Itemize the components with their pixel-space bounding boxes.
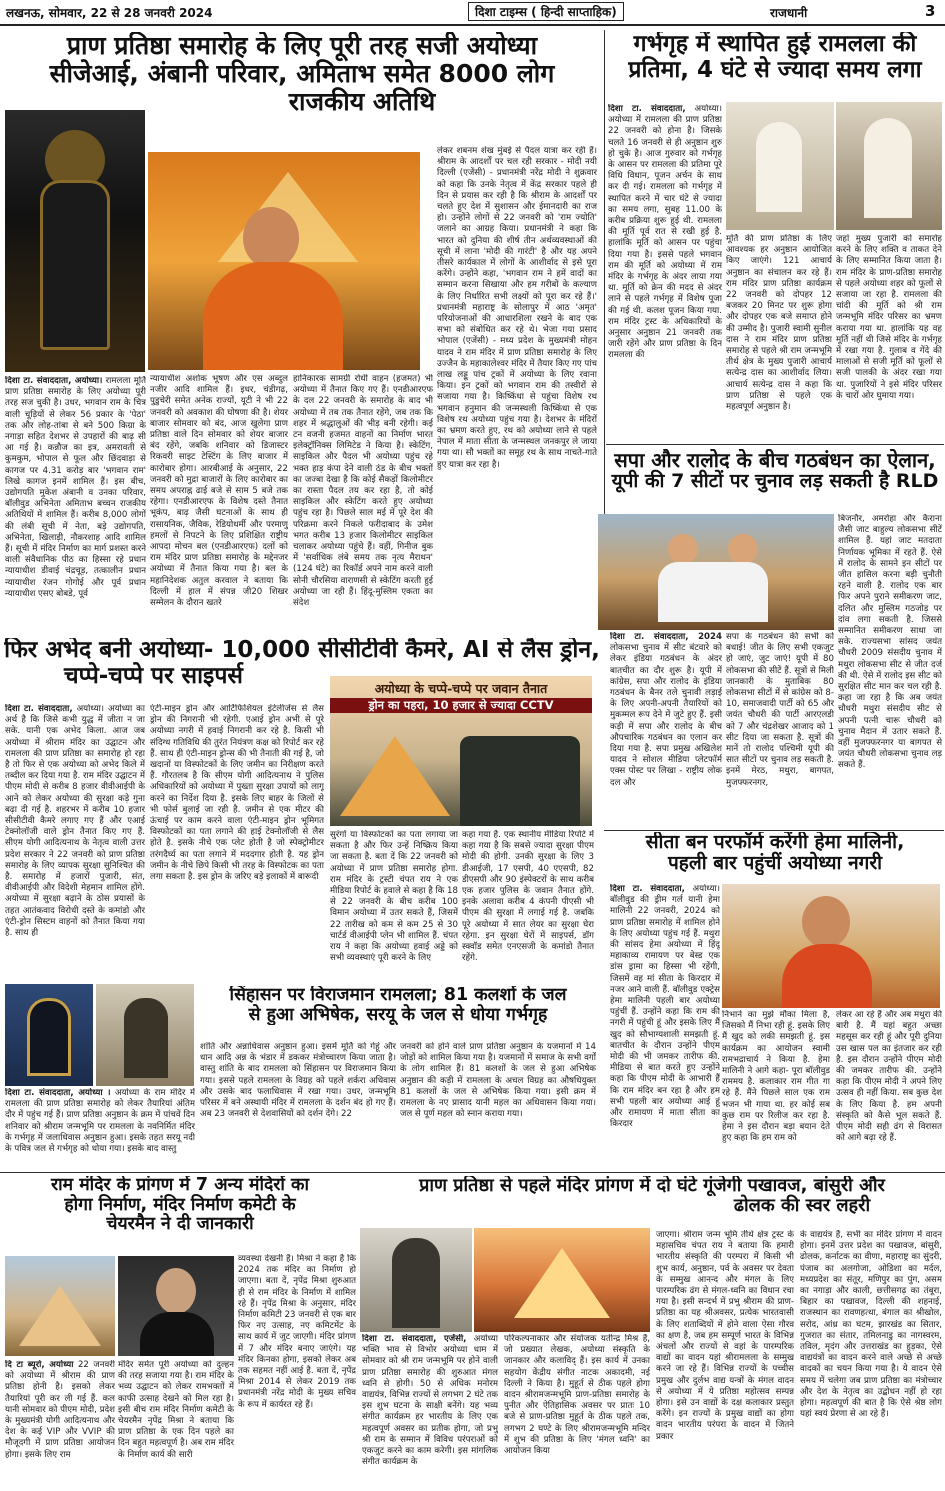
- story3-col3: बिजनौर, अमरोहा और कैराना जैसी जाट बाहुल्य लोकसभा सीटें शामिल हैं. यहां जाट मतदाता निर्णायक भूमिका में रहते हैं. ऐसे में रालोद के सामने इन सीटों पर जीत हासिल करना बड़ी चुनौती रहने वाली है. रालोद एक बार फिर अपने पुराने समीकरण जाट, दलित और मुस्लिम गठजोड़ पर दांव लगा सकती है. जिससे सम्मानित समीकरण साधा जा सके. राज्यसभा सांसद जयंत चौधरी 2009 संसदीय चुनाव में मथुरा लोकसभा सीट से जीत दर्ज की थी. ऐसे में रालोद इस सीट को सुरक्षित सीट मान कर चल रही है. कहा जा रहा है कि अब जयंत चौधरी मथुरा संसदीय सीट से अपनी पत्नी चारू चौधरी को चुनाव मैदान में उतार सकते हैं. वहीं मुजफ्फरनगर या बागपत से जयंत चौधरी लोकसभा चुनाव लड़ सकते हैं.: [838, 514, 942, 771]
- garbhagriha-photo-2: [836, 102, 942, 230]
- story7-col3: व्यवस्था देखनी है। मिश्रा ने कहा है कि 2024 तक मंदिर का निर्माण हो जाएगा। बता दें, नृपेंद्र मिश्रा शुरुआत ही से राम मंदिर के निर्माण में शामिल रहे हैं। नृपेंद्र मिश्रा के अनुसार, मंदिर निर्माण कमिटी 23 जनवरी से एक बार फिर नए उत्साह, नए कमिटमेंट के साथ कार्य में जुट जाएगी। मंदिर प्रांगण में 7 और मंदिर बनाए जाएंगे। यह मंदिर किनका होगा, इसको लेकर अब तक सहमत नहीं आई है. बता दें, नृपेंद्र मिश्रा 2014 से लेकर 2019 तक प्रधानमंत्री नरेंद्र मोदी के मुख्य सचिव के रूप में कार्यरत रहे हैं।: [238, 1254, 356, 1410]
- story4-col2: एंटी-माइन ड्रोन और आर्टिफिशियल इंटेलीजेंस से लैस ड्रोन की निगरानी भी रहेगी. एआई ड्रोन अभी से पूरे अयोध्या नगरी में हवाई निगरानी कर रहे है. किसी भी संदिग्ध गतिविधि की तुरंत नियंत्रण कक्ष को रिपोर्ट कर रहे हैं. साथ ही एंटी-माइन ड्रोन्स की भी तैनाती की गई है, जो खदानों या विस्फोटकों के लिए जमीन का निरीक्षण करते हैं. गौरतलब है कि सीएम योगी आदित्यनाथ ने पुलिस अधिकारियों को अयोध्या में पुख्ता सुरक्षा उपायों को लागू करने का निर्देश दिया है. इसके लिए बाहर के जिलों से भी फोर्स बुलाई जा रही है. जमीन से एक मीटर की ऊंचाई पर काम करने वाला एंटी-माइन ड्रोन भूमिगत विस्फोटकों का पता लगाने की हाई टेक्नोलॉजी से लैस होते है. इसके नीचे एक प्लेट होती है जो स्पेक्ट्रोमीटर तरंगदैर्घ्य का पता लगाने में मददगार होती है. यह ड्रोन जमीन के नीचे छिपे किसी भी तरह के विस्फोटक का पता लगा सकता है. इस ड्रोन के जरिए बड़े इलाकों में बारूदी: [150, 704, 324, 883]
- story2-col2: मूर्ति की प्राण प्रतिष्ठा के लिए आवश्यक हर अनुष्ठान आयोजित किए जाएंगे। 121 आचार्य अनुष्ठान का संचालन कर रहे हैं। राम मंदिर प्राण प्रतिष्ठा कार्यक्रम 22 जनवरी को दोपहर 12 बजकर 20 मिनट पर शुरू होगा और दोपहर एक बजे समाप्त होने की उम्मीद है। पुजारी स्वामी सुनील दास ने राम मंदिर प्राण प्रतिष्ठा समारोह से पहले श्री राम जन्मभूमि तीर्थ क्षेत्र के मुख्य पुजारी आचार्य सत्येन्द्र दास का आशीर्वाद लिया। आचार्य सत्येन्द्र दास ने कहा कि प्राण प्रतिष्ठा से पहले एक महत्वपूर्ण अनुष्ठान है।: [726, 234, 832, 413]
- story8-headline: [362, 1176, 942, 1216]
- story8-headline-line2: ढोलक की स्वर लहरी: [733, 1195, 871, 1217]
- story2-col3: जहां मुख्य पुजारी को समारोह करने के लिए शक्ति व ताकत देने के लिए सम्मानित किया जाता है। राम मंदिर के प्राण-प्रतिष्ठा समारोह से पहले अयोध्या शहर को फूलों से सजाया जा रहा है. रामलला की चांदी की मूर्ति को श्री राम जन्मभूमि मंदिर परिसर का भ्रमण कराया गया था. हालांकि यह वह मूर्ति नहीं थी जिसे मंदिर के गर्भगृह में रखा गया है. गुलाब व गेंदे की मालाओं से सजी मूर्ति को फूलों से सजी पालकी के अंदर रखा गया था. पुजारियों ने इसे मंदिर परिसर के चारों ओर घुमाया गया।: [836, 234, 942, 401]
- sp-rld-rally-photo: [598, 514, 834, 630]
- cm-yogi-temple-photo: [148, 152, 420, 370]
- story8-byline: दिशा टा. संवाददाता, एजेंसी,: [362, 1334, 467, 1344]
- nripendra-mishra-photo: [118, 1256, 234, 1356]
- story3-byline: दिशा टा. संवाददाता, 2024: [610, 632, 722, 642]
- story1-headline: [4, 32, 600, 116]
- masthead-paper-name: दिशा टाइम्स ( हिन्दी साप्ताहिक): [468, 2, 624, 21]
- ram-idol-photo: [360, 1228, 472, 1332]
- story6-col2: शांति और अन्नाधिवास अनुष्ठान हुआ। इसमें मूर्ति को गेहूं और धान आदि अन्न के भंडार में डककर मंत्रोच्चारण किया जाता है। वास्तु शांति के बाद रामलला को सिंहासन पर विराजमान किया गया। इससे पहले रामलला के विग्रह को पहले शर्करा अधिवास और उसके बाद फलाधिवास में रखा गया। उधर, जन्मभूमि परिसर में बने अस्थायी मंदिर में रामलला के दर्शन बंद हो गए हैं। अब 23 जनवरी से देशवासियों को दर्शन देंगे। 22: [200, 1042, 396, 1120]
- story2-headline-line2: प्रतिमा, 4 घंटे से ज्यादा समय लगा: [628, 56, 922, 83]
- story7-col1: [5, 1360, 115, 1490]
- story2-col1-text: अयोध्या। अयोध्या में रामलला की प्राण प्रतिष्ठा 22 जनवरी को होना है। जिसके चलते 16 जनवरी से ही अनुष्ठान शुरु हो चुके है। आज गुरुवार को गर्भगृह के आसन पर रामलला की प्रतिमा पूरे विधि विधान, पूजन अर्चन के साथ कर दी गई। रामलला को गर्भगृह में स्थापित करने में चार घंटे से ज्यादा का समय लगा, सुबह 11.00 के करीब प्रक्रिया शुरू हुई थी. रामलला की मूर्ति पूर्व रात से रखी हुई है. हालांकि मूर्ति को आसन पर पहुंचा दिया गया है। इससे पहले भगवान राम की मूर्ति को अयोध्या में राम मंदिर के गर्भगृह के अंदर लाया गया था. मूर्ति को क्रेन की मदद से अंदर लाने से पहले गर्भगृह में विशेष पूजा की गई थी. कलश पूजन किया गया. राम मंदिर ट्रस्ट के अधिकारियों के अनुसार अनुष्ठान 21 जनवरी तक जारी रहेंगे और प्राण प्रतिष्ठा के दिन रामलला की: [608, 104, 722, 361]
- story6-byline: दिशा टा. संवाददाता, अयोध्या ।: [5, 1088, 111, 1098]
- story5-headline: [608, 832, 942, 875]
- story1-col1-text: रामलला मूर्ति प्राण प्रतिष्ठा समारोह के लिए अयोध्या पूरी तरह सज चुकी है। उधर, भगवान राम के चित्र वाली चूड़ियों से लेकर 56 प्रकार के 'पेठा' तक और लोह-तांबा से बने 500 किग्रा के नगाड़ा सहित देशभर से उपहारों की बाढ़ सी आ गई है। कन्नौज का इत्र, अमरावती से कुमकुम, भोपाल से फूल और छिंदवाड़ा से कागज पर 4.31 करोड़ बार 'भगवान राम' लिखे कागज इनमें शामिल हैं। इस बीच, उद्योगपति मुकेश अंबानी व उनका परिवार, बॉलीवुड अभिनेता अमिताभ बच्चन राजकीय अतिथियों में शामिल हैं। करीब 8,000 लोगों की लंबी सूची में नेता, बड़े उद्योगपति, अभिनेता, खिलाड़ी, नौकरशाह आदि शामिल हैं। सूची में मंदिर निर्माण का मार्ग प्रशस्त करने वाली संवैधानिक पीठ का हिस्सा रहे प्रधान न्यायाधीश डीवाई चंद्रचूड़, तत्कालीन प्रधान न्यायाधीश रंजन गोगोई और पूर्व प्रधान न्यायाधीश एसए बोबडे, पूर्व: [5, 376, 146, 599]
- story6-headline: [196, 986, 600, 1025]
- story7-byline: दि टा ब्यूरो, अयोध्या: [5, 1360, 74, 1370]
- story7-headline-line1: राम मंदिर के प्रांगण में 7 अन्य मंदिरों का: [50, 1176, 310, 1195]
- security-graphic-line2: ड्रोन का पहरा, 10 हजार से ज्यादा CCTV: [330, 698, 592, 713]
- story8-col2: परिकल्पनाकार और संयोजक यतीन्द्र मिश्र हैं, जो प्रख्यात लेखक, अयोध्या संस्कृति के जानकार और कलाविद् हैं। इस कार्य में उनका सहयोग केंद्रीय संगीत नाटक अकादमी, नई दिल्ली ने किया है। मुहूर्त से ठीक पहले होगा वादन श्रीरामजन्मभूमि प्राण-प्रतिष्ठा समारोह के पुनीत और ऐतिहासिक अवसर पर प्रातः 10 बजे से प्राण-प्रतिष्ठा मुहूर्त के ठीक पहले तक, लगभग 2 घण्टे के लिए श्रीरामजन्मभूमि मन्दिर में शुभ की प्रतिष्ठा के लिए 'मंगल ध्वनि' का आयोजन किया: [504, 1334, 650, 1457]
- story3-col1-text: लोकसभा चुनाव में सीट बंटवारे को लेकर इंडिया गठबंधन के अंदर बातचीत का दौर शुरू है। यूपी में कांग्रेस, सपा और रालोद के इंडिया गठबंधन के बैनर तले चुनावी लड़ाई के लिए अपनी-अपनी तैयारियों को मुकम्मल रूप देने में जुटे हुए हैं. इसी कड़ी में सपा और रालोद के बीच औपचारिक गठबंधन का एलान कर दिया गया है. सपा प्रमुख अखिलेश यादव ने सोशल मीडिया प्लेटफॉर्म एक्स पोस्ट पर लिखा - राष्ट्रीय लोक दल और: [610, 643, 722, 788]
- story3-headline-line1: सपा और रालोद के बीच गठबंधन का ऐलान,: [614, 449, 936, 472]
- story5-col1-text: अयोध्या। बॉलीवुड की ड्रीम गर्ल यानी हेमा मालिनी 22 जनवरी, 2024 को प्राण प्रतिष्ठा समारोह में शामिल होने के लिए अयोध्या पहुंच गई हैं. मथुरा की सांसद हेमा अयोध्या में हिंदू महाकाव्य रामायण पर बेस्ड एक डांस ड्रामा का हिस्सा भी रहेंगी, जिसमें वह मां सीता के किरदार में नजर आने वाली हैं. बॉलीवुड एक्ट्रेस हेमा मालिनी पहली बार अयोध्या पहुंचीं हैं. उन्होंने कहा कि राम की नगरी में पहुंची हूं और इसके लिए मैं खुद को सौभाग्यशाली समझती हूं. बातचीत के दौरान उन्होंने पीएम मोदी की भी जमकर तारीफ की. मीडिया से बात करते हुए उन्होंने कहा कि पीएम मोदी के आभारी हैं कि राम मंदिर बन रहा है और हम सभी पहली बार अयोध्या आई हूं और रामायण में माता सीता का किरदार: [610, 884, 720, 1130]
- ramlala-idol-photo-small-2: [96, 984, 194, 1086]
- story3-headline-line2: यूपी की 7 सीटों पर चुनाव लड़ सकती है RLD: [611, 470, 939, 493]
- ram-mandir-lit-photo: [474, 1228, 650, 1332]
- story2-headline-line1: गर्भगृह में स्थापित हुई रामलला की: [633, 32, 917, 57]
- story7-col1-text: 22 जनवरी को अयोध्या में श्रीराम की प्राण प्रतिष्ठा होनी है। इसको लेकर तैयारियां पूरी कर ली गई हैं. कल यानी सोमवार को पीएम मोदी, प्रदेश के मुख्यमंत्री योगी आदित्यनाथ और देश के कई VIP और VVIP की मौजूदगी में प्राण प्रतिष्ठा आयोजन होगा। इसके लिए राम: [5, 1360, 115, 1460]
- story5-col2: निभाने का मुझे मौका मिला है, जिसको मैं निभा रही हूं. इसके लिए मैं खुद को लकी समझती हूं. इस कार्यक्रम का आयोजन स्वामी रामभद्राचार्य ने किया है. हेमा मालिनी ने आगे कहा- पूरा बॉलीवुड राममय है. कलाकार राम गीत गा रहे हैं. मैंने पिछले साल एक राम भजन भी गाया था. हर कोई सब कुछ राम पर रिलीज कर रहा है. हेमा ने इस दौरान बड़ा बयान देते हुए कहा कि हम राम को: [722, 1010, 830, 1144]
- story8-headline-line1: प्राण प्रतिष्ठा से पहले मंदिर प्रांगण में दो घंटे गूंजेगी पखावज, बांसुरी और: [419, 1176, 885, 1196]
- security-graphic: [330, 676, 592, 826]
- story5-col3: लेकर आ रहे हैं और अब मथुरा की बारी है. मैं यहां बहुत अच्छा महसूस कर रही हूं और पूरी दुनिया उस खास पल का इंतजार कर रही है. इस दौरान उन्होंने पीएम मोदी की जमकर तारीफ की. उन्होंने कहा कि पीएम मोदी ने अपने लिए उत्सव ही नहीं किया. सब कुछ देश के लिए किया है. हम अपनी संस्कृति को कैसे भूल सकते हैं. पीएम मोदी सही ढंग से विरासत को आगे बढ़ा रहे हैं.: [836, 1010, 942, 1144]
- ram-mandir-render-photo: [5, 1256, 115, 1356]
- story5-col1: [610, 884, 720, 1172]
- story1-byline: दिशा टा. संवाददाता, अयोध्या।: [5, 376, 103, 386]
- story4-col3: सुरंगों या विस्फोटकों का पता लगाया जा सकता है और फिर उन्हें निष्क्रिय किया जा सकता है. बता दें कि 22 जनवरी को अयोध्या में प्राण प्रतिष्ठा समारोह होगा. राम मंदिर के ट्रस्टी चंपत राय ने एक मीडिया रिपोर्ट के हवाले से कहा है कि 18 से 22 जनवरी के बीच करीब 100 विमान अयोध्या में उतर सकते हैं, जिसमें 22 तारीख को कम से कम 25 से 30 चार्टर्ड वीआईपी प्लेन भी शामिल हैं. चंपत राय ने कहा कि अयोध्या हवाई अड्डे को सभी व्यवस्थाएं पूरी करने के लिए: [330, 830, 458, 964]
- story8-col3: जाएगा। श्रीराम जन्म भूमि तीर्थ क्षेत्र ट्रस्ट के महासचिव चंपत राय ने बताया कि हमारी भारतीय संस्कृति की परम्परा में किसी भी शुभ कार्य, अनुष्ठान, पर्व के अवसर पर देवता के सम्मुख आनन्द और मंगल के लिए पारम्परिक ढंग से मंगल-ध्वनि का विधान रचा गया है। इसी सन्दर्भ में प्रभु श्रीराम की प्राण-प्रतिष्ठा का यह श्रीअवसर, प्रत्येक भारतवासी के लिए शताब्दियों में होने वाला ऐसा गौरव का क्षण है, जब हम सम्पूर्ण भारत के विभिन्न अंचलों और राज्यों से वहां के पारम्परिक वाद्यों का वादन यहां श्रीरामलला के सम्मुख करने जा रहे हैं। विभिन्न राज्यों के पच्चीस प्रमुख और दुर्लभ वाद्य यन्त्रों के मंगल वादन से अयोध्या में ये प्रतिष्ठा महोत्सव सम्पन्न होगा। इसे उन वाद्यों के दक्ष कलाकार प्रस्तुत करेंगे। इन राज्यों के प्रमुख वाद्यों का होगा वादन भारतीय परंपरा के वादन में जितने प्रकार: [656, 1230, 794, 1442]
- story2-headline: [608, 32, 942, 84]
- story1-col2: न्यायाधीश अशोक भूषण और एस अब्दुल नजीर आदि शामिल हैं। इधर, चंडीगढ़, पुडुचेरी समेत अनेक राज्यों, यूटी ने भी 22 जनवरी को अवकाश की घोषणा की है। शेयर बाजार सोमवार को बंद, आज खुलेगा प्राण प्रतिष्ठा वाले दिन सोमवार को शेयर बाजार बंद रहेंगे, जबकि शनिवार को डिजास्टर रिकवरी साइट टेस्टिंग के लिए बाजार में कारोबार होगा। आरबीआई के अनुसार, 22 जनवरी को मुद्रा बाजारों के लिए कारोबार का समय अपराह्न ढाई बजे से साम 5 बजे तक रहेगा। एनडीआरएफ के विशेष दस्ते तैनात भूकंप, बाढ़ जैसी घटनाओं के साथ ही रासायनिक, जैविक, रेडियोधर्मी और परमाणु हमलों से निपटने के लिए प्रशिक्षित राष्ट्रीय आपदा मोचन बल (एनडीआरएफ) दलों को राम मंदिर प्राण प्रतिष्ठा समारोह के मद्देनजर अयोध्या में तैनात किया गया है। बल के महानिदेशक अतुल करवाल ने बताया कि दिल्ली में हाल में संपन्न जी20 शिखर सम्मेलन के दौरान खतरे: [150, 374, 288, 609]
- story5-headline-line2: पहली बार पहुंचीं अयोध्या नगरी: [667, 852, 883, 875]
- garbhagriha-photo-1: [726, 102, 834, 230]
- story8-col4: के वाद्ययंत्र हैं, सभी का मंदिर प्रांगण में वादन होगा। इनमें उत्तर प्रदेश का पखावज, बांसुरी, ढोलक, कर्नाटक का वीणा, महाराष्ट्र का सुंदरी, पंजाब का अलगोजा, ओडिशा का मर्दल, मध्यप्रदेश का संतूर, मणिपुर का पुंग, असम का नगाड़ा और काली, छत्तीसगढ़ का तंबूरा, बिहार का पखावज, दिल्ली की शहनाई, राजस्थान का रावणहत्था, बंगाल का श्रीखोल, सरोद, आंध्र का घटम, झारखंड का सितार, गुजरात का संतार, तमिलनाडु का नागस्वरम, तविल, मृदंग और उत्तराखंड का हुड़का, ऐसे वाद्ययंत्रों का वादन करने वाले अच्छे से अच्छे वादकों का चयन किया गया है। ये वादन ऐसे समय में चलेगा जब प्राण प्रतिष्ठा का मंत्रोच्चार और देश के नेतृत्व का उद्बोधन नहीं हो रहा होगा। महत्वपूर्ण की बात है कि ऐसे श्रेष्ठ लोग यहां स्वयं प्रेरणा से आ रहे हैं।: [800, 1230, 942, 1420]
- section-divider: [606, 444, 944, 445]
- masthead-section: राजधानी: [770, 6, 808, 20]
- story1-headline-line1: प्राण प्रतिष्ठा समारोह के लिए पूरी तरह सजी अयोध्या: [66, 32, 538, 60]
- story7-headline: [4, 1176, 356, 1235]
- story4-headline-line2: चप्पे-चप्पे पर साइपर्स: [64, 662, 243, 689]
- story6-headline-line1: सिंहासन पर विराजमान रामलला; 81 कलशों के जल: [229, 986, 567, 1005]
- story2-col1: [608, 104, 722, 440]
- story7-headline-line2: होगा निर्माण, मंदिर निर्माण कमेटी के: [64, 1194, 296, 1215]
- story5-headline-line1: सीता बन परफॉर्म करेंगी हेमा मालिनी,: [645, 832, 905, 853]
- story2-byline: दिशा टा. संवाददाता,: [608, 104, 686, 114]
- story5-byline: दिशा टा. संवाददाता,: [610, 884, 685, 894]
- story3-headline: [608, 449, 942, 493]
- section-divider: [604, 830, 944, 831]
- story6-headline-line2: से हुआ अभिषेक, सरयू के जल से धोया गर्भगृह: [248, 1004, 548, 1025]
- story4-col1: [5, 704, 145, 980]
- story4-col4: कहा गया है. एक स्थानीय मीडिया रिपोर्ट में कहा गया है कि सबसे ज्यादा सुरक्षा पीएम मोदी की होगी. उनकी सुरक्षा के लिए 3 डीआईजी, 17 एसपी, 40 एएसपी, 82 डीएसपी और 90 इंस्पेक्टरों के साथ करीब एक हजार पुलिस के जवान तैनात होंगे. इनके अलावा करीब 4 कंपनी पीएसी भी पीएम की सुरक्षा में लगाई गई है. जबकि पूरे अयोध्या में सात लेयर का सुरक्षा घेरा रहेगा. इन सुरक्षा घेरों में साइपर्स, डॉग स्क्वॉड समेत एनएसजी के कमांडो तैनात रहेंगे.: [462, 830, 594, 964]
- security-graphic-line1: अयोध्या के चप्पे-चप्पे पर जवान तैनात: [374, 681, 548, 696]
- story8-col1: [362, 1334, 498, 1490]
- story1-headline-line3: राजकीय अतिथि: [288, 87, 436, 116]
- hema-malini-photo: [722, 884, 940, 1008]
- ramlala-idol-photo-small-1: [5, 984, 93, 1086]
- story6-col3: जनवरी को होने वाले प्राण प्रतिष्ठा अनुष्ठान के यजमानों में 14 जोड़ों को शामिल किया गया है। यजमानों में समाज के सभी वर्गों के लोग शामिल हैं। 81 कलशों के जल से हुआ अभिषेक अनुष्ठान की कड़ी में रामलला के अचल विग्रह का औषधियुक्त 81 कलशों के जल से अभिषेक किया गया। इसी क्रम में रामलला के नए प्रासाद यानी महल का अधिवासन किया गया। जल से पूर्ण महल को स्नान कराया गया।: [400, 1042, 596, 1120]
- story7-headline-line3: चेयरमैन ने दी जानकारी: [106, 1214, 254, 1235]
- story4-byline: दिशा टा. संवाददाता,: [5, 704, 73, 714]
- masthead-page-number: 3: [925, 2, 936, 20]
- story3-col2: सपा के गठबंधन की सभी को बधाई! जीत के लिए सभी एकजुट हो जाएं, जुट जाएं! यूपी में 80 लोकसभा की सीटें हैं. सूत्रों से मिली जानकारी के मुताबिक 80 लोकसभा सीटों में से कांग्रेस को 8-10, समाजवादी पार्टी को 65 और जयंत चौधरी की पार्टी आरएलडी को 7 और चंद्रशेखर आजाद को 1 सीट दिया जा सकता है. सूत्रों की मानें तो रालोद पश्चिमी यूपी की सात सीटों पर चुनाव लड़ सकती है. इनमें मेरठ, मथुरा, बागपत, मुजफ्फरनगर,: [726, 632, 834, 788]
- story4-col1-text: अयोध्या। अयोध्या का अर्थ है कि जिसे कभी युद्ध में जीता न जा सके. यानी एक अभेद किला. आज जब अयोध्या में श्रीराम मंदिर का उद्घाटन और रामलला की प्राण प्रतिष्ठा का समारोह हो रहा है तो फिर से एक अयोध्या को अभेद किले में तब्दील कर दिया गया है. राम मंदिर उद्घाटन में पीएम मोदी से करीब 8 हजार वीवीआईपी के आने को लेकर अयोध्या की सुरक्षा कड़े गुना बढ़ा दी गई है. शहरभर में करीब 10 हजार सीसीटीवी कैमरे लगाए गए हैं और एआई टेक्नोलॉजी वाले ड्रोन तैनात किए गए हैं. सीएम योगी आदित्यनाथ के नेतृत्व वाली उत्तर प्रदेश सरकार ने 22 जनवरी को प्राण प्रतिष्ठा समारोह के लिए व्यापक सुरक्षा सुनिश्चित की है. समारोह में हजारों पुजारी, संत, वीवीआईपी और विदेशी मेहमान शामिल होंगे. अयोध्या में सुरक्षा बढ़ाने के ठोस प्रयासों के तहत आतंकवाद विरोधी दस्ते के कमांडो और एंटी-ड्रोन सिस्टम वाहनों को तैनात किया गया है. साथ ही: [5, 704, 145, 939]
- story6-col1: [5, 1088, 195, 1168]
- masthead-date: लखनऊ, सोमवार, 22 से 28 जनवरी 2024: [6, 6, 213, 20]
- masthead: [0, 0, 945, 26]
- story1-headline-line2: सीजेआई, अंबानी परिवार, अमिताभ समेत 8000 लोग: [49, 59, 555, 88]
- section-divider: [0, 1172, 945, 1173]
- story1-col4: लेकर शबनम शेख मुंबई से पैदल यात्रा कर रही हैं। श्रीराम के आदर्शों पर चल रही सरकार - मोदी नयी दिल्ली (एजेंसी) - प्रधानमंत्री नरेंद्र मोदी ने शुक्रवार को कहा कि उनके नेतृत्व में केंद्र सरकार पहले ही दिन से प्रयास कर रही है कि श्रीराम के आदर्शों पर चलते हुए देश में सुशासन और ईमानदारी का राज हो। उन्होंने लोगों से 22 जनवरी को 'राम ज्योति' जलाने का आग्रह किया। प्रधानमंत्री ने कहा कि भारत को दुनिया की शीर्ष तीन अर्थव्यवस्थाओं की सूची में लाना 'मोदी की गारंटी' है और यह अपने तीसरे कार्यकाल में लोगों के आशीर्वाद से इसे पूरा करेंगे। उन्होंने कहा, 'भगवान राम ने हमें वादों का सम्मान करना सिखाया और हम गरीबों के कल्याण के लिए निर्धारित सभी लक्ष्यों को पूरा कर रहे हैं।' प्रधानमंत्री महाराष्ट्र के सोलापुर में आठ 'अमृत' परियोजनाओं की आधारशिला रखने के बाद एक सभा को संबोधित कर रहे थे। भेजा गया प्रसाद भोपाल (एजेंसी) - मध्य प्रदेश के मुख्यमंत्री मोहन यादव ने राम मंदिर में प्राण प्रतिष्ठा समारोह के लिए उज्जैन के महाकालेश्वर मंदिर में तैयार किए गए पांच लाख लड्डू पांच ट्रकों में अयोध्या के लिए रवाना किया। इन ट्रकों को भगवान राम की तस्वीरों से सजाया गया है। किष्किंधा से पहुंचा विशेष रथ भगवान हनुमान की जन्मस्थली किष्किंधा से एक विशेष रथ अयोध्या पहुंच गया है। देशभर के मंदिरों का भ्रमण करते हुए, रथ को अयोध्या लाने से पहले नेपाल में माता सीता के जन्मस्थल जनकपुर ले जाया गया था। सौ भक्तों का समूह रथ के साथ नाचते-गाते हुए यात्रा कर रहा है।: [437, 146, 597, 470]
- story8-col1-text: अयोध्या भक्ति भाव से विभोर अयोध्या धाम में सोमवार को श्री राम जन्मभूमि पर होने वाली प्राण प्रतिष्ठा समारोह की शुरुआत मंगल ध्वनि से होगी। 50 से अधिक मनोरम वाद्ययंत्र, विभिन्न राज्यों से लगभग 2 घंटे तक इस शुभ घटना के साक्षी बनेंगे। यह भव्य संगीत कार्यक्रम हर भारतीय के लिए एक महत्वपूर्ण अवसर का प्रतीक होगा, जो प्रभु श्री राम के सम्मान में विविध परंपराओं को एकजुट करने का काम करेगी। इस मांगलिक संगीत कार्यक्रम के: [362, 1334, 498, 1468]
- story3-col1: [610, 632, 722, 828]
- story7-col2: मंदिर समेत पूरी अयोध्या को दुल्हन की तरह सजाया गया है। राम मंदिर के भव्य उद्घाटन को लेकर रामभक्तों में काफी उत्साह देखने को मिल रहा है। इसी बीच राम मंदिर निर्माण कमेटी के चेयरमैन नृपेंद्र मिश्रा ने बताया कि प्राण प्रतिष्ठा के एक दिन पहले का दिन बहुत महत्वपूर्ण है। अब राम मंदिर के निर्माण कार्य की सारी: [118, 1360, 234, 1460]
- story6-col1-text: अयोध्या के राम मंदिर में रामलला की प्राण प्रतिष्ठा समारोह को लेकर तैयारियां अंतिम दौर में पहुंच गई हैं। प्राण प्रतिष्ठा अनुष्ठान के क्रम में पांचवें दिन शनिवार को श्रीराम जन्मभूमि पर रामलला के नवनिर्मित मंदिर के गर्भगृह में जलाधिवास अनुष्ठान हुआ। इसके तहत सरयू नदी के पवित्र जल से गर्भगृह को धोया गया। इसके बाद वास्तु: [5, 1088, 195, 1155]
- ramlala-idol-photo: [5, 110, 145, 372]
- story1-col3: हानिकारक सामग्री रोधी वाहन (हजमत) भी अयोध्या में तैनात किए गए हैं। एनडीआरएफ के दल 22 जनवरी के समारोह के बाद भी अयोध्या में तब तक तैनात रहेंगे, जब तक कि शहर में श्रद्धालुओं की भीड़ बनी रहेगी। कई टन वजनी हजमत वाहनों का निर्माण भारत इलेक्ट्रॉनिक्स लिमिटेड ने किया है। स्केटिंग, साइकिल और पैदल भी अयोध्या पहुंच रहे भक्त हाड़ कंपा देने वाली ठंड के बीच भक्तों का जज्बा देखा है कि कोई सैकड़ों किलोमीटर का रास्ता पैदल तय कर रहा है, तो कोई साइकिल और स्केटिंग करते हुए अयोध्या पहुंच रहा है। पिछले साल मई में पूरे देश की परिक्रमा करने निकले फरीदाबाद के उमेश भगत करीब 13 हजार किलोमीटर साइकिल चलाकर अयोध्या पहुंचे हैं। वहीं, गिनीज बुक में 'सर्वाधिक लंबे समय तक नृत्य मैराथन' (124 घंटे) का रिकॉर्ड अपने नाम करने वाली सोनी चौरसिया वाराणसी से स्केटिंग करती हुई अयोध्या जा रही हैं। हिंदू-मुस्लिम एकता का संदेश: [293, 374, 433, 609]
- story4-headline-line1: फिर अभेद बनी अयोध्या- 10,000 सीसीटीवी कैमरे, AI से लैस ड्रोन,: [4, 638, 600, 663]
